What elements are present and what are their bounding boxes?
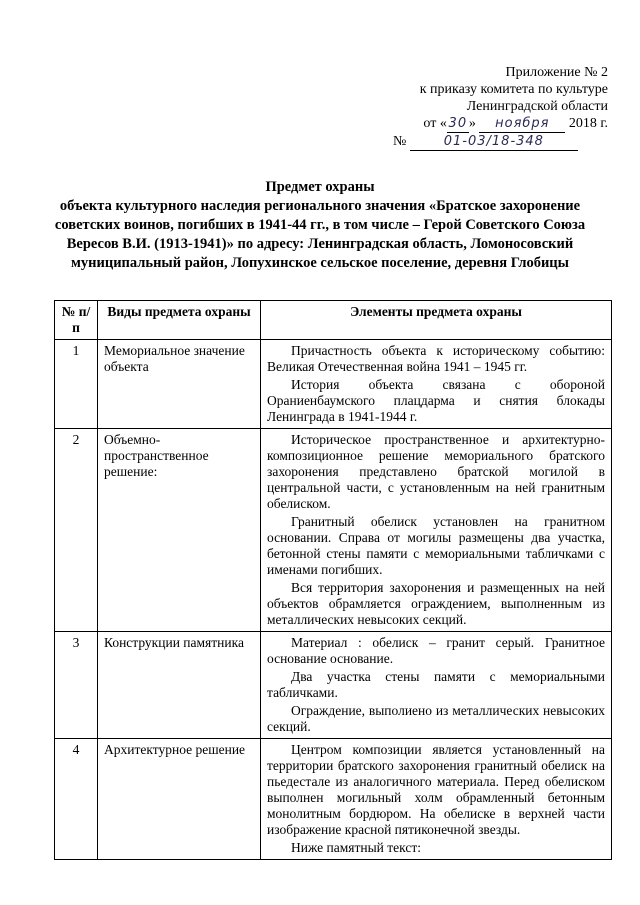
row-kind: Конструкции памятника <box>98 632 261 739</box>
element-paragraph: Ограждение, выполиено из металлических невысоких секций. <box>267 703 605 734</box>
element-paragraph: Историческое пространственное и архитектурно-композиционное решение мемориального братского захоронения представлено братской могилой в центральной части, с установленным на ней гранитным обелиском. <box>267 432 605 511</box>
title-heading: Предмет охраны <box>265 179 375 195</box>
row-kind: Объемно-пространственное решение: <box>98 429 261 632</box>
date-year: 2018 г. <box>568 116 608 131</box>
appendix-line-2: к приказу комитета по культуре <box>419 82 608 97</box>
row-kind: Архитектурное решение <box>98 739 261 860</box>
protection-subject-table <box>54 300 612 860</box>
header-kind: Виды предмета охраны <box>98 301 261 340</box>
row-num: 1 <box>55 340 98 429</box>
element-paragraph: Вся территория захоронения и размещенных на ней объектов обрамляется ограждением, выполненным из металлических невысоких секций. <box>267 580 605 627</box>
element-paragraph: Причастность объекта к историческому событию: Великая Отечественная война 1941 – 1945 гг. <box>267 343 605 374</box>
header-elements: Элементы предмета охраны <box>261 301 612 340</box>
number-prefix: № <box>393 134 407 149</box>
table-header-row <box>55 301 612 340</box>
row-num: 4 <box>55 739 98 860</box>
element-paragraph: Гранитный обелиск установлен на гранитном основании. Справа от могилы размещены два участка, бетонной стены памяти с мемориальными табличками с именами погибших. <box>267 514 605 577</box>
table-row <box>55 429 612 632</box>
row-elements <box>261 429 612 632</box>
appendix-date-line <box>348 115 608 133</box>
row-elements <box>261 632 612 739</box>
date-prefix: от « <box>423 116 447 131</box>
table-row <box>55 739 612 860</box>
appendix-block <box>348 64 608 151</box>
appendix-number-line <box>348 133 608 151</box>
row-kind: Мемориальное значение объекта <box>98 340 261 429</box>
date-month-handwritten: ноября <box>479 115 565 133</box>
appendix-line-1: Приложение № 2 <box>505 65 608 80</box>
row-num: 2 <box>55 429 98 632</box>
element-paragraph: Центром композиции является установленный на территории братского захоронения гранитный обелиск на пьедестале из аналогичного материала. Перед обелиском выполнен могильный холм обрамленный бетонным монолитным бордюром. На обелиске в верхней части изображение красной пятиконечной звезды. <box>267 742 605 837</box>
table-row <box>55 340 612 429</box>
appendix-line-3: Ленинградской области <box>466 99 608 114</box>
title-object-description: объекта культурного наследия регионального значения «Братское захоронение советских воинов, погибших в 1941-44 гг., в том числе – Герой Советского Союза Вересов В.И. (1913-1941)» по адресу: Ленинградская область, Ломоносовский муниципальный район, Лопухинское сельское поселение, деревня Глобицы <box>54 198 586 271</box>
header-num: № п/п <box>55 301 98 340</box>
element-paragraph: Материал : обелиск – гранит серый. Гранитное основание основание. <box>267 635 605 666</box>
table-row <box>55 632 612 739</box>
row-elements <box>261 340 612 429</box>
element-paragraph: Ниже памятный текст: <box>291 840 422 855</box>
row-num: 3 <box>55 632 98 739</box>
number-handwritten: 01-03/18-348 <box>410 133 578 151</box>
row-elements <box>261 739 612 860</box>
date-day-handwritten: 30 <box>448 116 468 131</box>
date-sep: » <box>468 116 476 131</box>
document-title <box>40 178 600 273</box>
element-paragraph: Два участка стены памяти с мемориальными табличками. <box>267 669 605 700</box>
element-paragraph: История объекта связана с обороной Ораниенбаумского плацдарма и снятия блокады Ленинграда в 1941-1944 г. <box>267 377 605 424</box>
